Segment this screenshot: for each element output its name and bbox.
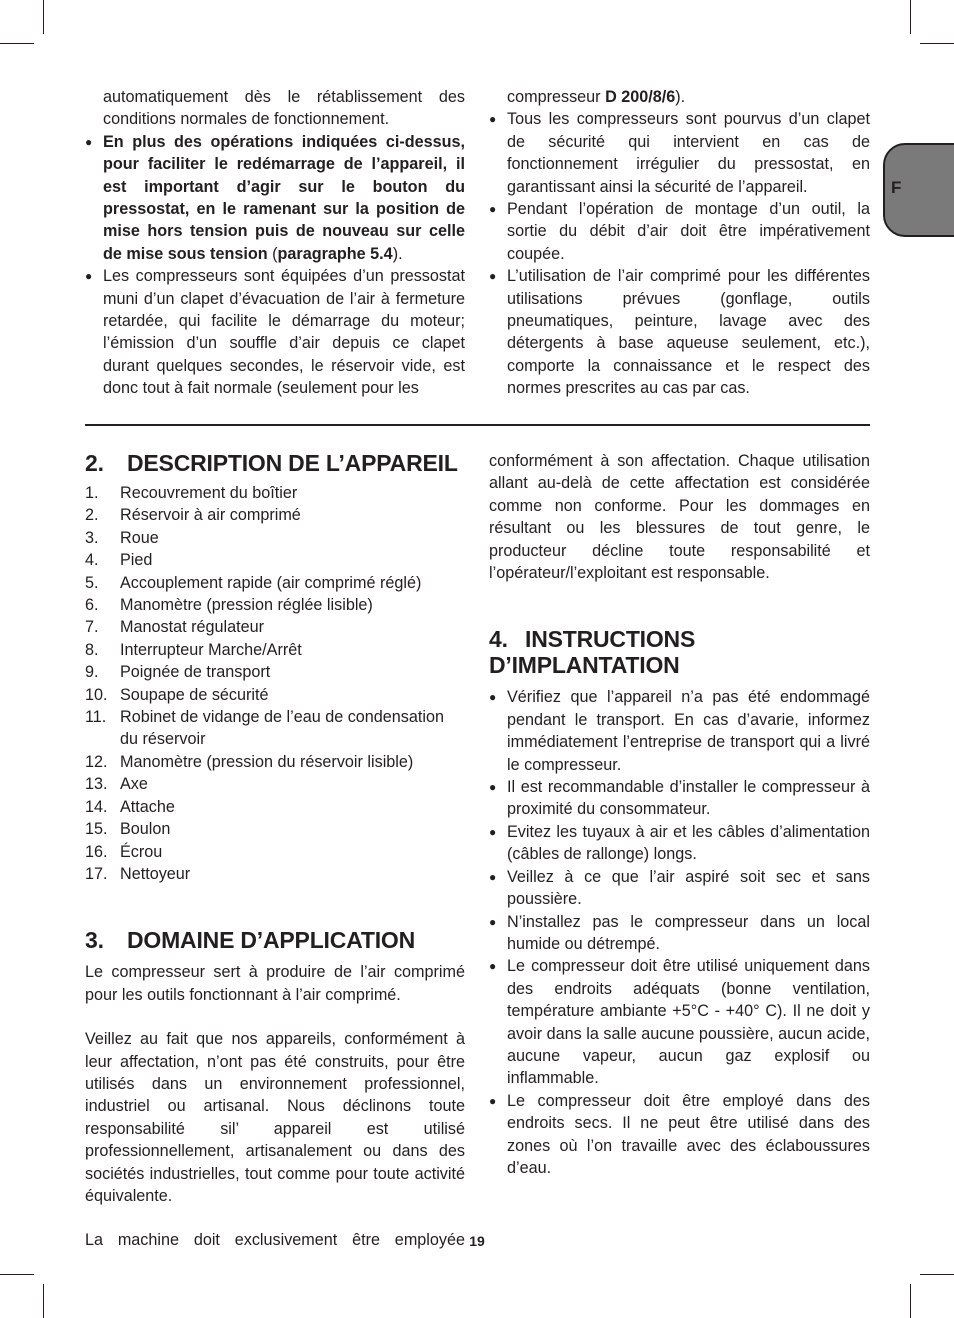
crop-mark — [43, 0, 44, 34]
crop-mark — [0, 1274, 34, 1275]
bullet-item: ● Tous les compresseurs sont pourvus d’un clapet de sécurité qui intervient en cas de fonctionnement irrégulier du pressostat, en garantissant ainsi la sécurité de l’appareil. — [489, 108, 870, 198]
parts-list — [85, 482, 465, 885]
item-text: Écrou — [120, 842, 163, 861]
item-text: Nettoyeur — [120, 864, 191, 883]
page-number: 19 — [469, 1233, 485, 1249]
list-item — [85, 594, 465, 616]
bullet-list — [85, 131, 465, 400]
bullet-item: ● Le compresseur doit être utilisé uniquement dans des endroits adéquats (bonne ventilation, température ambiante +5°C - +40° C). Il ne doit y avoir dans la salle aucune poussière, aucun acide, aucune vapeur, aucun gaz explosif ou inflammable. — [489, 955, 870, 1089]
item-number: 9. — [85, 663, 99, 682]
list-item — [85, 796, 465, 818]
list-item — [85, 706, 465, 751]
list-item — [85, 572, 465, 594]
list-item — [85, 684, 465, 706]
item-number: 13. — [85, 775, 108, 794]
section-divider — [85, 424, 870, 426]
bullet-item: ● Veillez à ce que l’air aspiré soit sec et sans poussière. — [489, 866, 870, 911]
item-text: Manomètre (pression réglée lisible) — [120, 596, 373, 615]
list-item — [85, 504, 465, 526]
crop-mark — [0, 43, 34, 44]
item-text: Pied — [120, 551, 153, 570]
list-item — [85, 661, 465, 683]
section-title: DOMAINE D’APPLICATION — [127, 927, 415, 954]
bullet-item: ● N’installez pas le compresseur dans un local humide ou détrempé. — [489, 911, 870, 956]
text: compresseur — [507, 88, 606, 106]
bottom-right-column — [489, 450, 870, 1179]
paragraph: Le compresseur sert à produire de l’air comprimé pour les outils fonctionnant à l’air comprimé. — [85, 963, 465, 1004]
item-number: 2. — [85, 506, 99, 525]
item-number: 17. — [85, 864, 108, 883]
paragraph-reference: paragraphe 5.4 — [277, 244, 393, 263]
paren: ). — [392, 244, 403, 263]
item-text: Poignée de transport — [120, 663, 271, 682]
item-number: 1. — [85, 484, 99, 502]
list-item — [85, 841, 465, 863]
list-item — [85, 863, 465, 885]
bullet-item — [85, 131, 465, 265]
item-text: Recouvrement du boîtier — [120, 484, 298, 502]
top-left-column — [85, 86, 465, 400]
section-number: 2. — [85, 450, 104, 476]
section-2-heading — [85, 450, 465, 476]
paragraph: conformément à son affectation. Chaque utilisation allant au-delà de cette affectation est considérée comme non conforme. Pour les dommages en résultant ou les blessures de tout genre, le producteur décline toute responsabilité et l’opérateur/l’exploitant est responsable. — [489, 452, 870, 583]
crop-mark — [920, 1274, 954, 1275]
list-item — [85, 773, 465, 795]
list-item — [85, 639, 465, 661]
continued-paragraph: automatiquement dès le rétablissement des conditions normales de fonctionnement. — [103, 88, 465, 129]
bullet-item: ● Il est recommandable d’installer le compresseur à proximité du consommateur. — [489, 776, 870, 821]
item-text: Boulon — [120, 820, 171, 839]
top-right-column — [489, 86, 870, 400]
item-text: Accouplement rapide (air comprimé réglé) — [120, 573, 422, 592]
bullet-item: ● Le compresseur doit être employé dans des endroits secs. Il ne peut être utilisé dans des zones où l’on travaille avec des éclaboussures d’eau. — [489, 1090, 870, 1180]
item-number: 3. — [85, 528, 99, 547]
item-number: 6. — [85, 596, 99, 615]
item-text: Roue — [120, 528, 159, 547]
item-text: Axe — [120, 775, 148, 794]
bullet-item: ● Les compresseurs sont équipées d’un pressostat muni d’un clapet d’évacuation de l’air à fermeture retardée, qui facilite le démarrage du moteur; l’émission d’un souffle d’air depuis ce clapet durant quelques secondes, le réservoir vide, est donc tout à fait normale (seulement pour les — [85, 265, 465, 399]
item-number: 4. — [85, 551, 99, 570]
bold-text: En plus des opérations indiquées ci-dessus, pour faciliter le redémarrage de l’appareil, il est important d’agir sur le bouton du pressostat, en le ramenant sur la position de mise hors tension puis de nouveau sur celle de mise sous tension — [103, 132, 465, 263]
bullet-item: ● L’utilisation de l’air comprimé pour les différentes utilisations prévues (gonflage, outils pneumatiques, peinture, lavage avec des détergents à base aqueuse seulement, etc.), comporte la connaissance et le respect des normes prescrites au cas par cas. — [489, 265, 870, 399]
item-number: 8. — [85, 640, 99, 659]
crop-mark — [43, 1284, 44, 1318]
section-title: DESCRIPTION DE L’APPAREIL — [127, 450, 458, 476]
crop-mark — [920, 43, 954, 44]
text: ). — [675, 88, 686, 106]
continued-paragraph — [489, 86, 870, 108]
crop-mark — [910, 1284, 911, 1318]
section-4-heading — [489, 626, 870, 678]
list-item — [85, 818, 465, 840]
item-number: 16. — [85, 842, 108, 861]
crop-mark — [910, 0, 911, 34]
language-tab-letter: F — [891, 178, 902, 197]
bullet-list — [489, 108, 870, 399]
item-text: Réservoir à air comprimé — [120, 506, 301, 525]
item-text: Interrupteur Marche/Arrêt — [120, 640, 302, 659]
item-number: 7. — [85, 618, 99, 637]
item-number: 15. — [85, 820, 108, 839]
list-item — [85, 751, 465, 773]
item-text: Soupape de sécurité — [120, 685, 269, 704]
section-3-heading — [85, 927, 465, 953]
item-text: Manostat régulateur — [120, 618, 264, 637]
list-item — [85, 616, 465, 638]
bullet-item: ● Pendant l’opération de montage d’un outil, la sortie du débit d’air doit être impérativement coupée. — [489, 198, 870, 265]
item-text: Attache — [120, 797, 175, 816]
item-number: 5. — [85, 573, 99, 592]
section-title: INSTRUCTIONS D’IMPLANTATION — [489, 626, 696, 679]
section-number: 3. — [85, 927, 104, 954]
bullet-item: ● Vérifiez que l’appareil n’a pas été endommagé pendant le transport. En cas d’avarie, informez immédiatement l’entreprise de transport qui a livré le compresseur. — [489, 686, 870, 776]
bottom-left-column — [85, 450, 465, 1252]
bullet-list — [489, 686, 870, 1179]
item-text: Manomètre (pression du réservoir lisible) — [120, 752, 414, 771]
item-number: 10. — [85, 685, 108, 704]
list-item — [85, 482, 465, 504]
item-number: 11. — [85, 708, 107, 727]
paren: ( — [267, 244, 278, 263]
bullet-item: ● Evitez les tuyaux à air et les câbles d’alimentation (câbles de rallonge) longs. — [489, 821, 870, 866]
list-item — [85, 549, 465, 571]
paragraph: Veillez au fait que nos appareils, conformément à leur affectation, n’ont pas été construits, pour être utilisés dans un environnement professionnel, industriel ou artisanal. Nous déclinons toute responsabilité sil’ appareil est utilisé professionnellement, artisanalement ou dans des sociétés industrielles, tout comme pour toute activité équivalente. — [85, 1030, 465, 1205]
paragraph: La machine doit exclusivement être employée — [85, 1231, 465, 1250]
model-name: D 200/8/6 — [605, 88, 676, 106]
list-item — [85, 527, 465, 549]
item-number: 14. — [85, 797, 108, 816]
section-number: 4. — [489, 626, 508, 653]
item-number: 12. — [85, 752, 108, 771]
item-text: Robinet de vidange de l’eau de condensation du réservoir — [120, 708, 445, 749]
